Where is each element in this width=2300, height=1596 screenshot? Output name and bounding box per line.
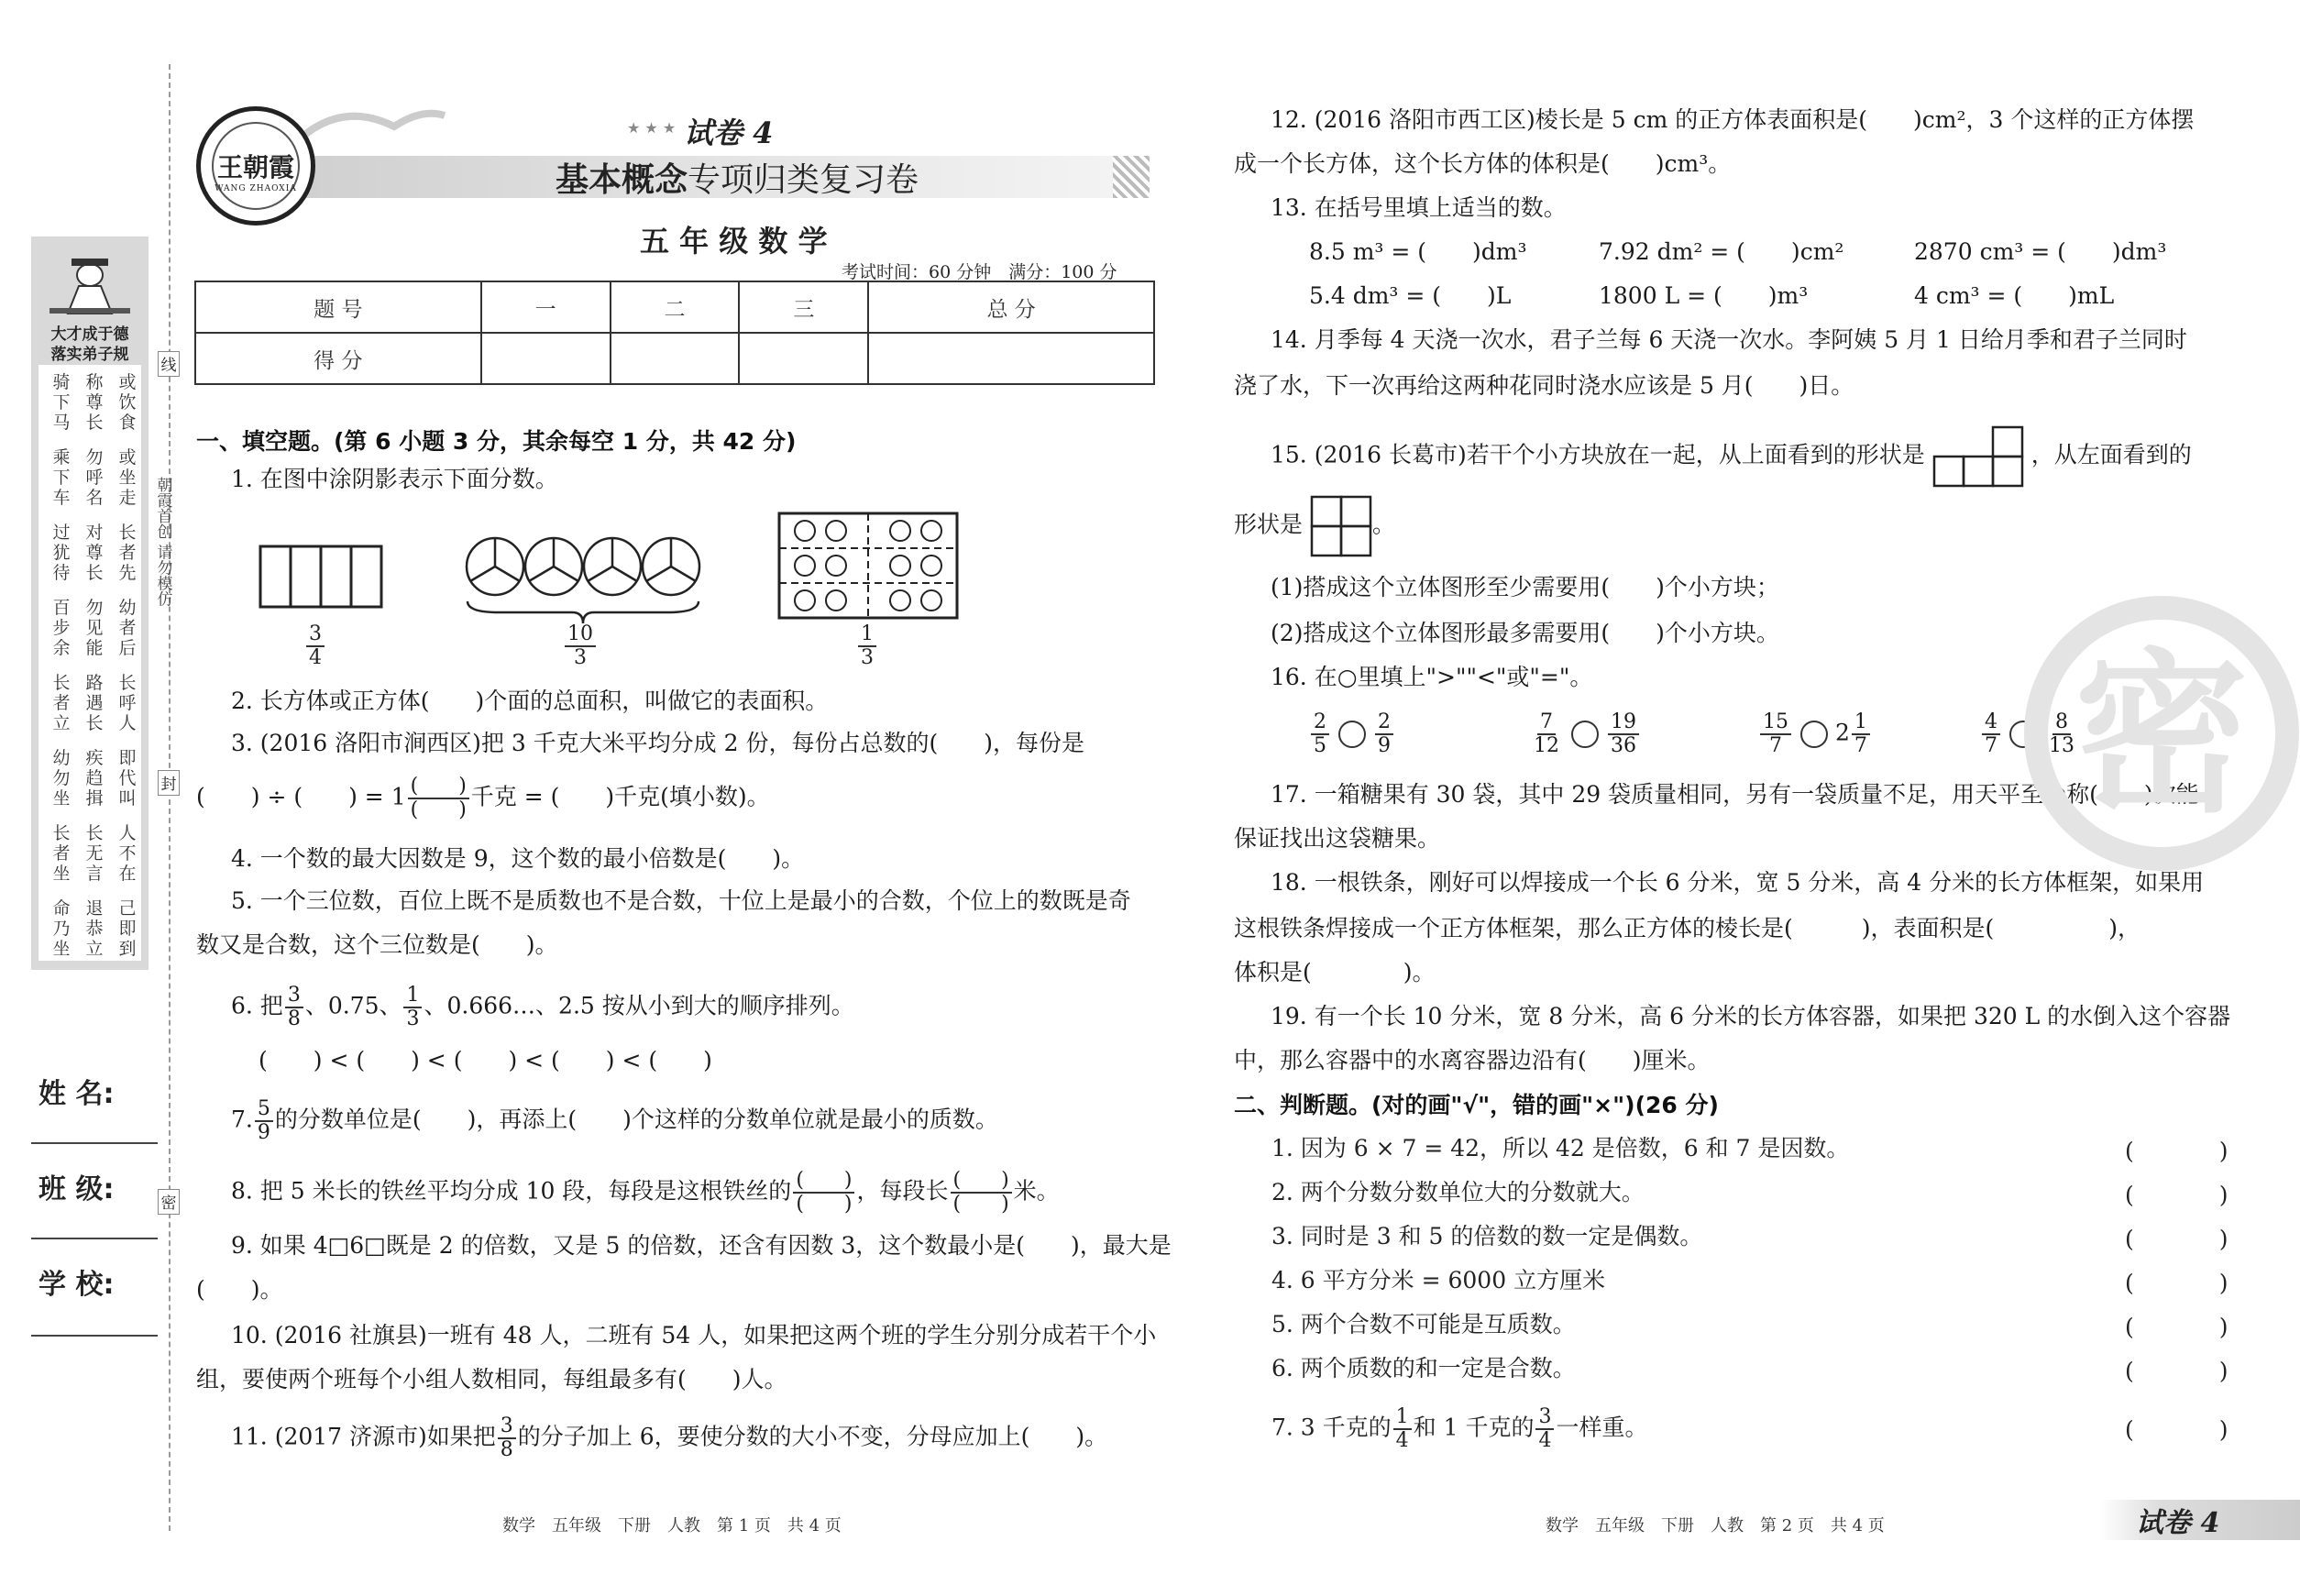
question-19-line-1: 19. 有一个长 10 分米，宽 8 分米，高 6 分米的长方体容器，如果把 320 L 的水倒入这个容器 bbox=[1271, 1003, 2231, 1029]
question-18-line-1: 18. 一根铁条，刚好可以焊接成一个长 6 分米，宽 5 分米，高 4 分米的长方体框架，如果用 bbox=[1271, 869, 2205, 896]
brand-logo-text: 王朝霞 bbox=[216, 152, 294, 182]
q6-f1-den: 8 bbox=[287, 1007, 301, 1030]
question-5-line-1: 5. 一个三位数，百位上既不是质数也不是合数，十位上是最小的合数，个位上的数既是奇 bbox=[231, 887, 1131, 914]
q8-mid: ，每段长 bbox=[856, 1177, 949, 1205]
q16-pair bbox=[1309, 711, 1395, 757]
q16-right-den: 13 bbox=[2049, 734, 2074, 757]
judge-item: 3. 同时是 3 和 5 的倍数的数一定是偶数。 bbox=[1271, 1223, 1703, 1249]
question-15-sub-2: (2)搭成这个立体图形最多需要用( )个小方块。 bbox=[1271, 620, 1779, 646]
scholar-figure-icon bbox=[31, 244, 149, 317]
q15-prefix: 15. (2016 长葛市)若干个小方块放在一起，从上面看到的形状是 bbox=[1271, 441, 1925, 468]
q16-right-den: 36 bbox=[1611, 734, 1636, 757]
question-6 bbox=[231, 985, 854, 1030]
q16-whole: 2 bbox=[1835, 719, 1850, 746]
q15-b-prefix: 形状是 bbox=[1234, 511, 1304, 538]
q15-mid: ，从左面看到的 bbox=[2030, 441, 2192, 468]
question-7 bbox=[231, 1098, 998, 1144]
section1-title: 一、填空题。(第 6 小题 3 分，其余每空 1 分，共 42 分) bbox=[196, 428, 797, 455]
judge-answer[interactable]: ( ) bbox=[2125, 1138, 2260, 1164]
q11-num: 3 bbox=[498, 1415, 516, 1439]
poem-column: 幼者后 bbox=[118, 598, 137, 658]
question-3-line-1: 3. (2016 洛阳市涧西区)把 3 千克大米平均分成 2 份，每份占总数的( )，每份是 bbox=[231, 730, 1084, 756]
fold-dashed-line bbox=[169, 64, 171, 1531]
poem-column: 长者立 bbox=[52, 673, 71, 733]
question-14-line-2: 浇了水，下一次再给这两种花同时浇水应该是 5 月( )日。 bbox=[1234, 372, 1854, 399]
exam-series-label: 试卷 4 bbox=[684, 116, 774, 150]
name-label: 姓 名: bbox=[39, 1078, 115, 1110]
q16-right-num: 8 bbox=[2052, 711, 2071, 735]
q8-f2-den[interactable]: ( ) bbox=[952, 1193, 1009, 1216]
q1-f1-den: 4 bbox=[309, 646, 322, 669]
score-header-total: 总 分 bbox=[868, 281, 1154, 333]
score-header-1: 一 bbox=[481, 281, 611, 333]
question-16-title: 16. 在○里填上">""<"或"="。 bbox=[1271, 664, 1593, 690]
brand-logo-subtext: WANG ZHAOXIA bbox=[215, 184, 297, 193]
q15-left-view-figure bbox=[1310, 495, 1372, 557]
poem-column: 或饮食 bbox=[118, 372, 137, 433]
q16-right-num: 19 bbox=[1608, 711, 1639, 735]
q16-left-den: 12 bbox=[1534, 734, 1559, 757]
footer-right: 数学 五年级 下册 人教 第 2 页 共 4 页 bbox=[1546, 1516, 1885, 1535]
confidential-watermark bbox=[2024, 596, 2299, 871]
page-title-rest: 专项归类复习卷 bbox=[688, 161, 919, 199]
q6-f2-num: 1 bbox=[403, 985, 422, 1008]
judge-answer[interactable]: ( ) bbox=[2125, 1358, 2260, 1384]
poem-column: 勿呼名 bbox=[85, 447, 104, 508]
question-3-line-2 bbox=[196, 776, 770, 821]
judge-answer[interactable]: ( ) bbox=[2125, 1314, 2260, 1340]
compare-circle[interactable] bbox=[1338, 721, 1366, 748]
question-1: 1. 在图中涂阴影表示下面分数。 bbox=[231, 466, 558, 492]
school-label: 学 校: bbox=[39, 1269, 115, 1301]
q1-circles-figure[interactable] bbox=[462, 535, 704, 627]
q8-prefix: 8. 把 5 米长的铁丝平均分成 10 段，每段是这根铁丝的 bbox=[231, 1177, 792, 1205]
q6-mid: 、0.75、 bbox=[304, 992, 402, 1019]
q16-left-den: 7 bbox=[1985, 734, 1997, 757]
poem-column: 长呼人 bbox=[118, 673, 137, 733]
j7-suffix: 一样重。 bbox=[1556, 1414, 1648, 1441]
q6-prefix: 6. 把 bbox=[231, 992, 283, 1019]
q1-f3-den: 3 bbox=[861, 646, 874, 669]
banner-dots-icon bbox=[1113, 156, 1150, 198]
q8-f2-num[interactable]: ( ) bbox=[951, 1170, 1012, 1194]
poem-column: 疾趋揖 bbox=[85, 748, 104, 809]
score-cell-2[interactable] bbox=[611, 333, 740, 384]
footer-left: 数学 五年级 下册 人教 第 1 页 共 4 页 bbox=[502, 1516, 842, 1535]
poem-column: 即代叫 bbox=[118, 748, 137, 809]
q13-r1-c3[interactable]: 2870 cm³ = ( )dm³ bbox=[1914, 238, 2167, 265]
poem-column: 长无言 bbox=[85, 823, 104, 884]
school-line[interactable] bbox=[31, 1335, 158, 1337]
judge-item: 5. 两个合数不可能是互质数。 bbox=[1271, 1311, 1576, 1337]
judge-item: 2. 两个分数分数单位大的分数就大。 bbox=[1271, 1179, 1645, 1205]
page-title-bold: 基本概念 bbox=[556, 161, 688, 199]
exam-series-stars: ★ ★ ★ bbox=[627, 119, 677, 137]
q3-prefix: ( ) ÷ ( ) = 1 bbox=[196, 783, 406, 810]
margin-mark-xian: 线 bbox=[158, 351, 180, 377]
question-4: 4. 一个数的最大因数是 9，这个数的最小倍数是( )。 bbox=[231, 845, 805, 872]
q16-left-num: 7 bbox=[1537, 711, 1556, 735]
question-14-line-1: 14. 月季每 4 天浇一次水，君子兰每 6 天浇一次水。李阿姨 5 月 1 日给月季和君子兰同时 bbox=[1271, 326, 2187, 353]
q13-r1-c2[interactable]: 7.92 dm² = ( )cm² bbox=[1599, 238, 1844, 265]
question-10-line-1: 10. (2016 社旗县)一班有 48 人，二班有 54 人，如果把这两个班的学生分别分成若干个小 bbox=[231, 1322, 1157, 1348]
q16-left-den: 5 bbox=[1314, 734, 1326, 757]
q13-r2-c3[interactable]: 4 cm³ = ( )mL bbox=[1914, 282, 2115, 309]
q3-suffix: 千克 = ( )千克(填小数)。 bbox=[470, 783, 770, 810]
q16-right-num: 1 bbox=[1852, 711, 1870, 735]
judge-item: 4. 6 平方分米 = 6000 立方厘米 bbox=[1271, 1267, 1606, 1293]
question-17-line-2: 保证找出这袋糖果。 bbox=[1234, 825, 1441, 852]
q16-left-num: 15 bbox=[1760, 711, 1791, 735]
judge-item-7 bbox=[1271, 1406, 1647, 1452]
poem-column: 百步余 bbox=[52, 598, 71, 658]
q1-grid-figure[interactable] bbox=[777, 512, 959, 620]
question-15-sub-1: (1)搭成这个立体图形至少需要用( )个小方块； bbox=[1271, 574, 1779, 600]
poem-column: 称尊长 bbox=[85, 372, 104, 433]
question-19-line-2: 中，那么容器中的水离容器边沿有( )厘米。 bbox=[1234, 1047, 1711, 1073]
q13-r2-c1[interactable]: 5.4 dm³ = ( )L bbox=[1309, 282, 1512, 309]
exam-info: 考试时间：60 分钟 满分：100 分 bbox=[842, 262, 1117, 282]
poem-column: 路遇长 bbox=[85, 673, 104, 733]
name-line[interactable] bbox=[31, 1142, 158, 1144]
q16-left-num: 4 bbox=[1982, 711, 2000, 735]
q13-r2-c2[interactable]: 1800 L = ( )m³ bbox=[1599, 282, 1809, 309]
q8-suffix: 米。 bbox=[1013, 1177, 1060, 1205]
q8-f1-den[interactable]: ( ) bbox=[796, 1193, 853, 1216]
question-2: 2. 长方体或正方体( )个面的总面积，叫做它的表面积。 bbox=[231, 688, 829, 714]
judge-item: 6. 两个质数的和一定是合数。 bbox=[1271, 1355, 1576, 1381]
q7-prefix: 7. bbox=[231, 1106, 253, 1133]
q7-den: 9 bbox=[257, 1121, 270, 1144]
q16-right-num: 2 bbox=[1375, 711, 1393, 735]
compare-circle[interactable] bbox=[1571, 721, 1599, 748]
judge-answer[interactable]: ( ) bbox=[2125, 1182, 2260, 1208]
j7-f2-den: 4 bbox=[1538, 1429, 1552, 1452]
question-13-title: 13. 在括号里填上适当的数。 bbox=[1271, 194, 1567, 221]
q6-f1-num: 3 bbox=[285, 985, 303, 1008]
side-vertical-text bbox=[152, 477, 172, 611]
q3-frac-den[interactable]: ( ) bbox=[410, 798, 467, 821]
q16-right-den: 7 bbox=[1854, 734, 1867, 757]
question-9-line-2: ( )。 bbox=[196, 1276, 283, 1303]
q1-f2-num: 10 bbox=[565, 623, 596, 647]
j7-f1-num: 1 bbox=[1393, 1406, 1412, 1430]
score-row-label: 得 分 bbox=[195, 333, 481, 384]
question-12-line-2: 成一个长方体，这个长方体的体积是( )cm³。 bbox=[1234, 150, 1732, 177]
q16-right-den: 9 bbox=[1378, 734, 1391, 757]
page-title bbox=[556, 154, 919, 201]
score-header-label: 题 号 bbox=[195, 281, 481, 333]
q1-f3-num: 1 bbox=[858, 623, 876, 647]
q6-suffix: 、0.666…、2.5 按从小到大的顺序排列。 bbox=[424, 992, 854, 1019]
poem-column: 命乃坐 bbox=[52, 898, 71, 959]
question-17-line-1: 17. 一箱糖果有 30 袋，其中 29 袋质量相同，另有一袋质量不足，用天平至少称( )次能 bbox=[1271, 781, 2199, 808]
poem-column: 退恭立 bbox=[85, 898, 104, 959]
q1-f1-num: 3 bbox=[306, 623, 325, 647]
question-10-line-2: 组，要使两个班每个小组人数相同，每组最多有( )人。 bbox=[196, 1366, 787, 1392]
judge-answer[interactable]: ( ) bbox=[2125, 1270, 2260, 1296]
score-cell-total[interactable] bbox=[868, 333, 1154, 384]
q1-fraction-2 bbox=[563, 623, 598, 669]
q11-suffix: 的分子加上 6，要使分数的大小不变，分母应加上( )。 bbox=[517, 1423, 1108, 1450]
poem-column: 勿见能 bbox=[85, 598, 104, 658]
question-9-line-1: 9. 如果 4□6□既是 2 的倍数，又是 5 的倍数，还含有因数 3，这个数最小是( )，最大是 bbox=[231, 1232, 1172, 1259]
margin-mark-mi: 密 bbox=[158, 1189, 180, 1215]
score-table-header-row bbox=[195, 281, 1154, 333]
j7-f2-num: 3 bbox=[1535, 1406, 1554, 1430]
question-11 bbox=[231, 1415, 1107, 1461]
poem-column: 或坐走 bbox=[118, 447, 137, 508]
q11-den: 8 bbox=[500, 1438, 513, 1461]
footer-tag: 试卷 4 bbox=[2136, 1507, 2220, 1539]
q15-b-suffix: 。 bbox=[1371, 511, 1395, 538]
compare-circle[interactable] bbox=[1800, 721, 1828, 748]
score-header-3: 三 bbox=[739, 281, 868, 333]
subject-title: 五 年 级 数 学 bbox=[640, 224, 828, 259]
brand-logo-inner bbox=[212, 122, 300, 210]
poem-column: 过犹待 bbox=[52, 523, 71, 583]
poem-column: 骑下马 bbox=[52, 372, 71, 433]
poem-column: 对尊长 bbox=[85, 523, 104, 583]
q6-f2-den: 3 bbox=[406, 1007, 420, 1030]
q1-fraction-1 bbox=[304, 623, 326, 669]
question-15-line-2 bbox=[1234, 495, 1395, 557]
score-table-row bbox=[195, 333, 1154, 384]
judge-answer[interactable]: ( ) bbox=[2125, 1226, 2260, 1252]
j7-f1-den: 4 bbox=[1395, 1429, 1409, 1452]
q16-pair bbox=[1758, 711, 1872, 757]
q7-num: 5 bbox=[255, 1098, 273, 1122]
q16-left-den: 7 bbox=[1769, 734, 1782, 757]
q16-pair bbox=[1529, 711, 1641, 757]
poem-column: 幼勿坐 bbox=[52, 748, 71, 809]
q1-fraction-3 bbox=[856, 623, 878, 669]
q8-f1-num[interactable]: ( ) bbox=[793, 1170, 854, 1194]
margin-mark-feng: 封 bbox=[158, 770, 180, 796]
j7-prefix: 7. 3 千克的 bbox=[1271, 1414, 1392, 1441]
question-6-blanks[interactable]: ( ) < ( ) < ( ) < ( ) < ( ) bbox=[259, 1047, 712, 1073]
score-header-2: 二 bbox=[611, 281, 740, 333]
poem-column: 乘下车 bbox=[52, 447, 71, 508]
q7-suffix: 的分数单位是( )，再添上( )个这样的分数单位就是最小的质数。 bbox=[274, 1106, 998, 1133]
judge-answer-7[interactable]: ( ) bbox=[2125, 1416, 2260, 1443]
question-12-line-1: 12. (2016 洛阳市西工区)棱长是 5 cm 的正方体表面积是( )cm²，3 个这样的正方体摆 bbox=[1271, 106, 2195, 133]
q16-left-num: 2 bbox=[1311, 711, 1329, 735]
brand-logo bbox=[196, 106, 315, 226]
q3-frac-num[interactable]: ( ) bbox=[408, 776, 469, 799]
poem-column: 长者坐 bbox=[52, 823, 71, 884]
poem-column: 人不在 bbox=[118, 823, 137, 884]
side-vertical-label: 朝霞首创 请勿模仿 bbox=[153, 477, 172, 607]
watermark-glyph: 密 bbox=[2074, 632, 2249, 836]
question-18-line-2: 这根铁条焊接成一个正方体框架，那么正方体的棱长是( )，表面积是( )， bbox=[1234, 915, 2141, 941]
section2-title: 二、判断题。(对的画"√"，错的画"×")(26 分) bbox=[1234, 1092, 1719, 1118]
class-line[interactable] bbox=[31, 1238, 158, 1239]
motto-line-1: 大才成于德 bbox=[50, 325, 129, 344]
j7-mid: 和 1 千克的 bbox=[1413, 1414, 1535, 1441]
q1-f2-den: 3 bbox=[574, 646, 587, 669]
question-8 bbox=[231, 1170, 1060, 1216]
poem-column: 己即到 bbox=[118, 898, 137, 959]
poem-column: 长者先 bbox=[118, 523, 137, 583]
judge-item: 1. 因为 6 × 7 = 42，所以 42 是倍数，6 和 7 是因数。 bbox=[1271, 1135, 1850, 1161]
q13-r1-c1[interactable]: 8.5 m³ = ( )dm³ bbox=[1309, 238, 1527, 265]
q15-top-view-figure bbox=[1932, 425, 2024, 488]
question-15-line-1 bbox=[1271, 425, 2192, 488]
q1-rectangle-figure[interactable] bbox=[259, 545, 383, 609]
q11-prefix: 11. (2017 济源市)如果把 bbox=[231, 1423, 496, 1450]
class-label: 班 级: bbox=[39, 1173, 115, 1205]
score-table bbox=[194, 281, 1155, 385]
score-cell-1[interactable] bbox=[481, 333, 611, 384]
score-cell-3[interactable] bbox=[739, 333, 868, 384]
question-5-line-2: 数又是合数，这个三位数是( )。 bbox=[196, 931, 558, 958]
question-18-line-3: 体积是( )。 bbox=[1234, 959, 1436, 985]
motto-line-2: 落实弟子规 bbox=[50, 346, 129, 364]
